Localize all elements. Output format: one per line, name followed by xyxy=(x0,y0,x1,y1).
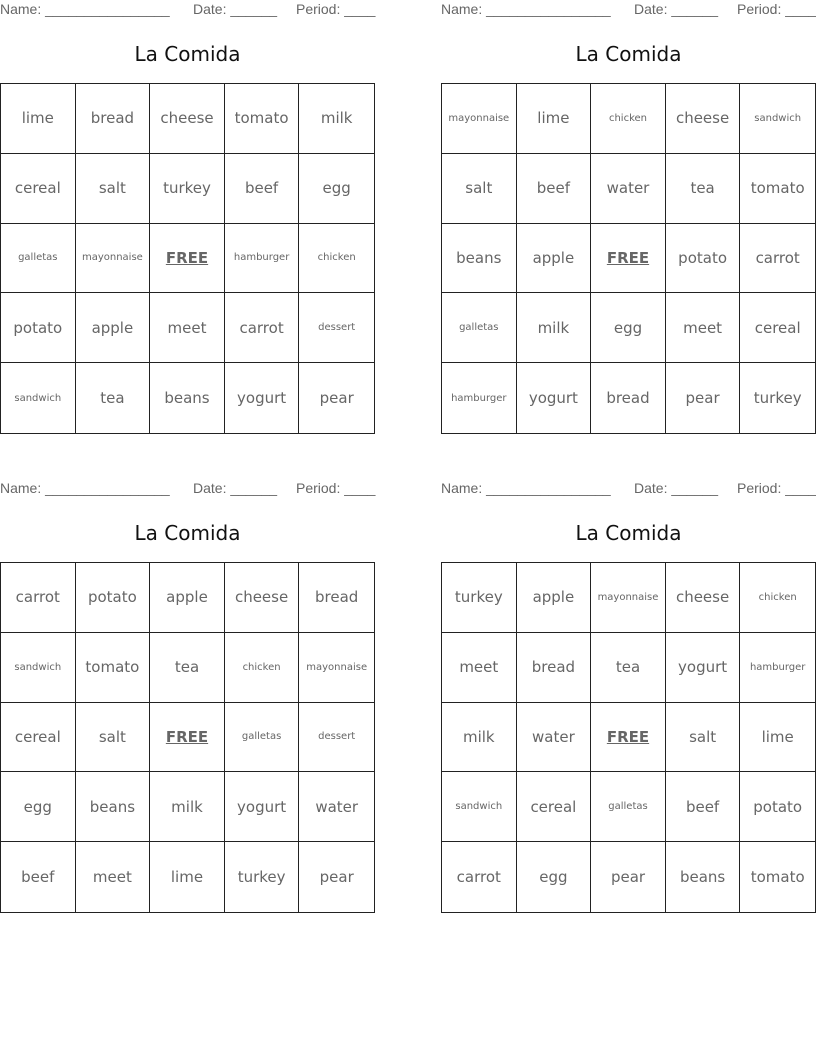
bingo-cell: bread xyxy=(299,563,374,633)
bingo-cell: egg xyxy=(591,293,666,363)
bingo-cell: meet xyxy=(76,842,151,912)
bingo-cell: mayonnaise xyxy=(442,84,517,154)
bingo-cell: bread xyxy=(591,363,666,433)
bingo-card-2 xyxy=(441,0,816,435)
bingo-grid xyxy=(441,83,816,434)
bingo-cell: pear xyxy=(591,842,666,912)
bingo-cell: tomato xyxy=(740,154,815,224)
bingo-cell: milk xyxy=(299,84,374,154)
bingo-cell: potato xyxy=(666,224,741,294)
bingo-cell: cereal xyxy=(740,293,815,363)
bingo-cell: beef xyxy=(666,772,741,842)
bingo-cell: tea xyxy=(591,633,666,703)
bingo-cell: bread xyxy=(517,633,592,703)
bingo-cell: lime xyxy=(517,84,592,154)
bingo-card-1 xyxy=(0,0,375,435)
name-field-label: Name: ________________ xyxy=(441,480,611,496)
bingo-cell: salt xyxy=(442,154,517,224)
bingo-cell: tea xyxy=(150,633,225,703)
period-field-label: Period: ____ xyxy=(296,480,376,496)
bingo-cell: beef xyxy=(517,154,592,224)
bingo-cell: tomato xyxy=(76,633,151,703)
bingo-cell: egg xyxy=(1,772,76,842)
card-title: La Comida xyxy=(134,521,241,545)
bingo-cell: tea xyxy=(666,154,741,224)
bingo-cell: sandwich xyxy=(1,363,76,433)
bingo-grid xyxy=(441,562,816,913)
bingo-cell: egg xyxy=(299,154,374,224)
bingo-cell: meet xyxy=(442,633,517,703)
bingo-cell: galletas xyxy=(591,772,666,842)
bingo-cell: salt xyxy=(666,703,741,773)
bingo-cell: carrot xyxy=(442,842,517,912)
bingo-cell: beans xyxy=(76,772,151,842)
bingo-cell: yogurt xyxy=(517,363,592,433)
bingo-cell: cereal xyxy=(1,154,76,224)
student-info-line xyxy=(0,1,375,21)
free-space-cell: FREE xyxy=(150,224,225,294)
bingo-cell: yogurt xyxy=(225,772,300,842)
bingo-cell: beans xyxy=(442,224,517,294)
bingo-cell: apple xyxy=(517,563,592,633)
student-info-line xyxy=(0,480,375,500)
bingo-cell: sandwich xyxy=(442,772,517,842)
bingo-cell: yogurt xyxy=(666,633,741,703)
card-title: La Comida xyxy=(575,521,682,545)
date-field-label: Date: ______ xyxy=(193,1,278,17)
bingo-cell: milk xyxy=(442,703,517,773)
student-info-line xyxy=(441,480,816,500)
period-field-label: Period: ____ xyxy=(296,1,376,17)
bingo-cell: cheese xyxy=(225,563,300,633)
bingo-cell: pear xyxy=(319,868,354,887)
bingo-cell: beans xyxy=(150,363,225,433)
bingo-cell: galletas xyxy=(225,703,300,773)
bingo-cell: egg xyxy=(517,842,592,912)
bingo-cell: water xyxy=(517,703,592,773)
bingo-cell: cereal xyxy=(517,772,592,842)
bingo-cell: tomato xyxy=(750,868,805,887)
date-field-label: Date: ______ xyxy=(634,480,719,496)
bingo-cell: carrot xyxy=(1,563,76,633)
bingo-cell: apple xyxy=(76,293,151,363)
bingo-grid xyxy=(0,562,375,913)
free-space-cell: FREE xyxy=(591,224,666,294)
bingo-cell: carrot xyxy=(225,293,300,363)
bingo-cell: chicken xyxy=(225,633,300,703)
bingo-cell: water xyxy=(299,772,374,842)
bingo-cell: bread xyxy=(76,84,151,154)
bingo-cell: chicken xyxy=(740,563,815,633)
bingo-cell: mayonnaise xyxy=(591,563,666,633)
bingo-cell: water xyxy=(591,154,666,224)
bingo-cell: dessert xyxy=(299,703,374,773)
bingo-cell: beans xyxy=(666,842,741,912)
free-space-cell: FREE xyxy=(150,703,225,773)
bingo-cell: sandwich xyxy=(1,633,76,703)
bingo-cell: galletas xyxy=(1,224,76,294)
bingo-cell: salt xyxy=(76,703,151,773)
bingo-cell: turkey xyxy=(442,563,517,633)
bingo-cell: cheese xyxy=(150,84,225,154)
period-field-label: Period: ____ xyxy=(737,480,816,496)
bingo-cell: turkey xyxy=(753,389,802,408)
bingo-cell: dessert xyxy=(299,293,374,363)
bingo-cell: tea xyxy=(76,363,151,433)
bingo-cell: cheese xyxy=(666,84,741,154)
bingo-cell: milk xyxy=(517,293,592,363)
bingo-cell: hamburger xyxy=(225,224,300,294)
bingo-cell: galletas xyxy=(442,293,517,363)
name-field-label: Name: ________________ xyxy=(0,480,170,496)
bingo-grid xyxy=(0,83,375,434)
bingo-cell: cheese xyxy=(666,563,741,633)
bingo-card-4 xyxy=(441,479,816,914)
bingo-cell: turkey xyxy=(150,154,225,224)
bingo-cell: potato xyxy=(1,293,76,363)
bingo-cell: carrot xyxy=(740,224,815,294)
bingo-cell: salt xyxy=(76,154,151,224)
card-title: La Comida xyxy=(575,42,682,66)
bingo-cell: beef xyxy=(1,842,76,912)
name-field-label: Name: ________________ xyxy=(441,1,611,17)
bingo-cell: mayonnaise xyxy=(299,633,374,703)
student-info-line xyxy=(441,1,816,21)
bingo-cell: mayonnaise xyxy=(76,224,151,294)
free-space-cell: FREE xyxy=(591,703,666,773)
date-field-label: Date: ______ xyxy=(634,1,719,17)
date-field-label: Date: ______ xyxy=(193,480,278,496)
bingo-cell: pear xyxy=(319,389,354,408)
bingo-cell: chicken xyxy=(299,224,374,294)
bingo-cell: milk xyxy=(150,772,225,842)
bingo-cell: sandwich xyxy=(740,84,815,154)
bingo-cell: yogurt xyxy=(225,363,300,433)
bingo-cell: pear xyxy=(666,363,741,433)
bingo-cell: potato xyxy=(740,772,815,842)
bingo-cell: turkey xyxy=(225,842,300,912)
bingo-cell: lime xyxy=(150,842,225,912)
bingo-cell: chicken xyxy=(591,84,666,154)
bingo-cell: apple xyxy=(150,563,225,633)
name-field-label: Name: ________________ xyxy=(0,1,170,17)
bingo-cell: tomato xyxy=(225,84,300,154)
bingo-cell: meet xyxy=(666,293,741,363)
bingo-cell: potato xyxy=(76,563,151,633)
bingo-cell: lime xyxy=(740,703,815,773)
bingo-cell: hamburger xyxy=(740,633,815,703)
period-field-label: Period: ____ xyxy=(737,1,816,17)
bingo-cell: lime xyxy=(1,84,76,154)
bingo-card-3 xyxy=(0,479,375,914)
bingo-cell: hamburger xyxy=(442,363,517,433)
card-title: La Comida xyxy=(134,42,241,66)
bingo-cell: meet xyxy=(150,293,225,363)
bingo-cell: cereal xyxy=(1,703,76,773)
bingo-cell: apple xyxy=(517,224,592,294)
bingo-cell: beef xyxy=(225,154,300,224)
